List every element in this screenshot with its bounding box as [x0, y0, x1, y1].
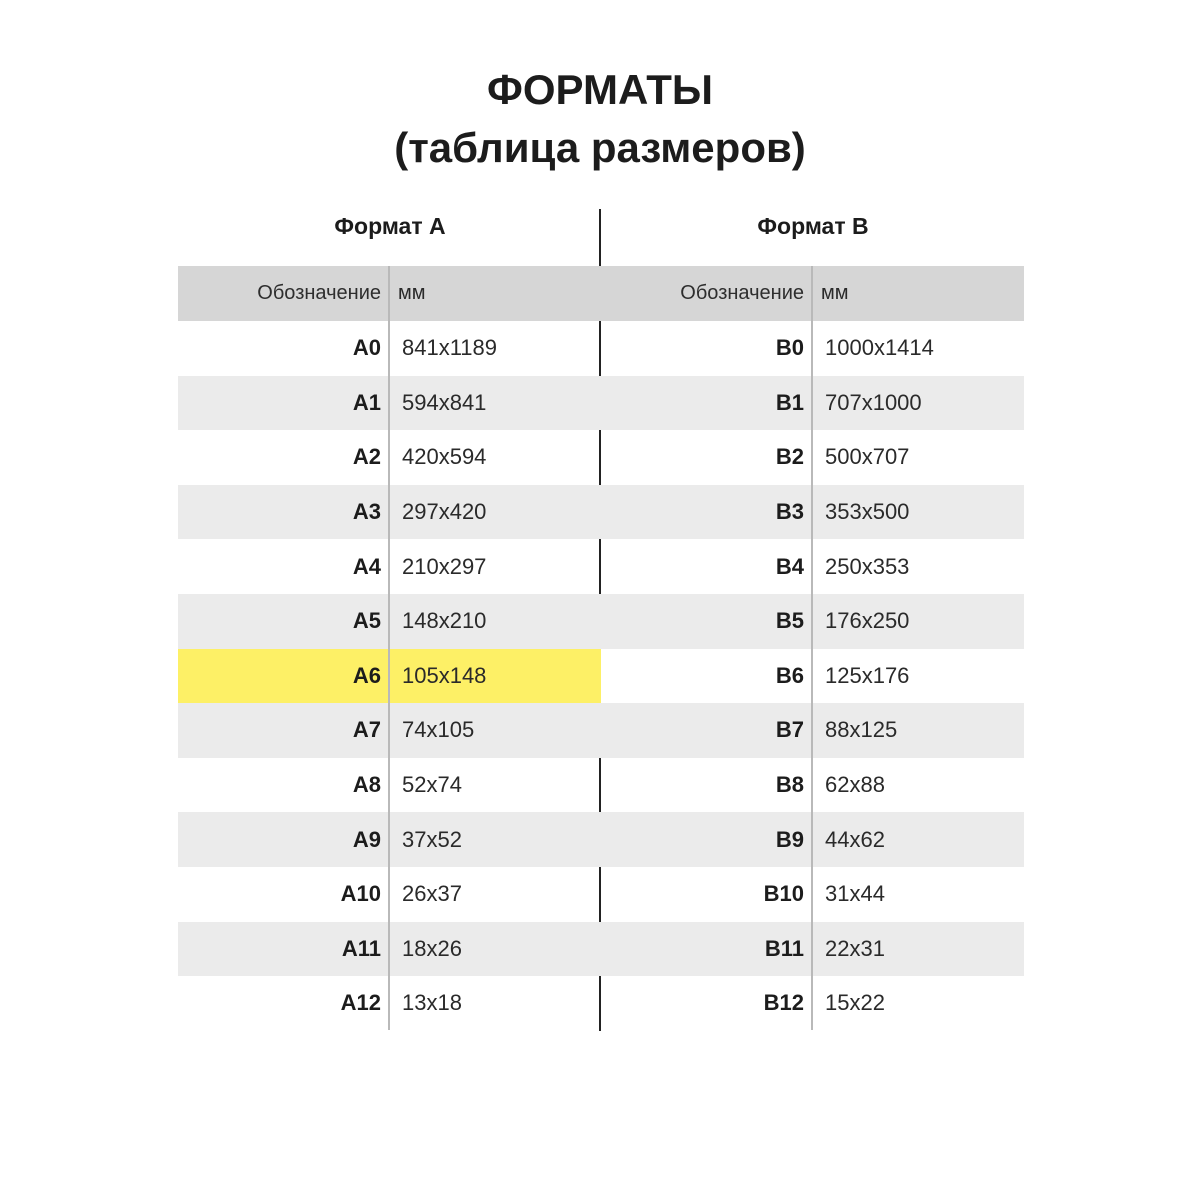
format-size-mm: 74x105: [402, 717, 475, 743]
format-code: A0: [352, 335, 381, 361]
format-code: B7: [775, 717, 804, 743]
format-size-mm: 297x420: [402, 499, 487, 525]
format-code: B12: [763, 990, 804, 1016]
format-size-mm: 52x74: [402, 772, 462, 798]
format-size-mm: 500x707: [825, 444, 910, 470]
format-code: A11: [341, 935, 381, 961]
column-header-mm: мм: [398, 282, 426, 304]
format-size-mm: 31x44: [825, 881, 885, 907]
format-code: B5: [775, 608, 804, 634]
format-code: A8: [352, 772, 381, 798]
format-code: A1: [352, 389, 381, 415]
format-size-mm: 18x26: [402, 935, 462, 961]
format-code: A7: [352, 717, 381, 743]
format-a-heading: Формат А: [334, 213, 446, 239]
column-header-code: Обозначение: [257, 282, 381, 304]
format-code: A9: [352, 826, 381, 852]
format-size-mm: 125x176: [825, 662, 910, 688]
format-code: B4: [775, 553, 804, 579]
format-size-mm: 22x31: [825, 935, 885, 961]
format-code: B0: [775, 335, 804, 361]
format-a-table: [178, 266, 601, 1031]
format-code: B1: [775, 389, 804, 415]
format-size-mm: 707x1000: [825, 389, 922, 415]
format-size-mm: 210x297: [402, 553, 487, 579]
page-title: ФОРМАТЫ: [487, 66, 713, 113]
format-b-heading: Формат В: [757, 213, 869, 239]
column-header-code: Обозначение: [680, 282, 804, 304]
format-code: B2: [775, 444, 804, 470]
format-size-mm: 176x250: [825, 608, 910, 634]
format-code: B9: [775, 826, 804, 852]
format-size-mm: 105x148: [402, 662, 487, 688]
format-size-mm: 148x210: [402, 608, 487, 634]
format-size-mm: 44x62: [825, 826, 885, 852]
format-size-mm: 353x500: [825, 499, 910, 525]
format-code: A10: [340, 881, 381, 907]
format-code: B10: [763, 881, 804, 907]
format-code: A12: [340, 990, 381, 1016]
format-b-table: [601, 266, 1024, 1031]
format-size-mm: 26x37: [402, 881, 462, 907]
format-code: A4: [352, 553, 381, 579]
format-size-mm: 15x22: [825, 990, 885, 1016]
format-code: B11: [764, 935, 804, 961]
format-size-mm: 1000x1414: [825, 335, 934, 361]
format-code: B3: [775, 499, 804, 525]
format-size-mm: 37x52: [402, 826, 462, 852]
format-size-mm: 841x1189: [402, 335, 498, 361]
column-divider: [388, 266, 390, 1030]
format-size-mm: 594x841: [402, 389, 487, 415]
format-size-mm: 250x353: [825, 553, 910, 579]
format-code: A6: [352, 662, 381, 688]
format-code: A2: [352, 444, 381, 470]
column-divider: [811, 266, 813, 1030]
format-size-mm: 420x594: [402, 444, 487, 470]
column-header-mm: мм: [821, 282, 849, 304]
format-size-mm: 62x88: [825, 772, 885, 798]
format-code: A5: [352, 608, 381, 634]
format-size-mm: 88x125: [825, 717, 898, 743]
format-code: A3: [352, 499, 381, 525]
format-code: B6: [775, 662, 804, 688]
format-size-mm: 13x18: [402, 990, 462, 1016]
page-subtitle: (таблица размеров): [394, 124, 806, 171]
format-code: B8: [775, 772, 804, 798]
